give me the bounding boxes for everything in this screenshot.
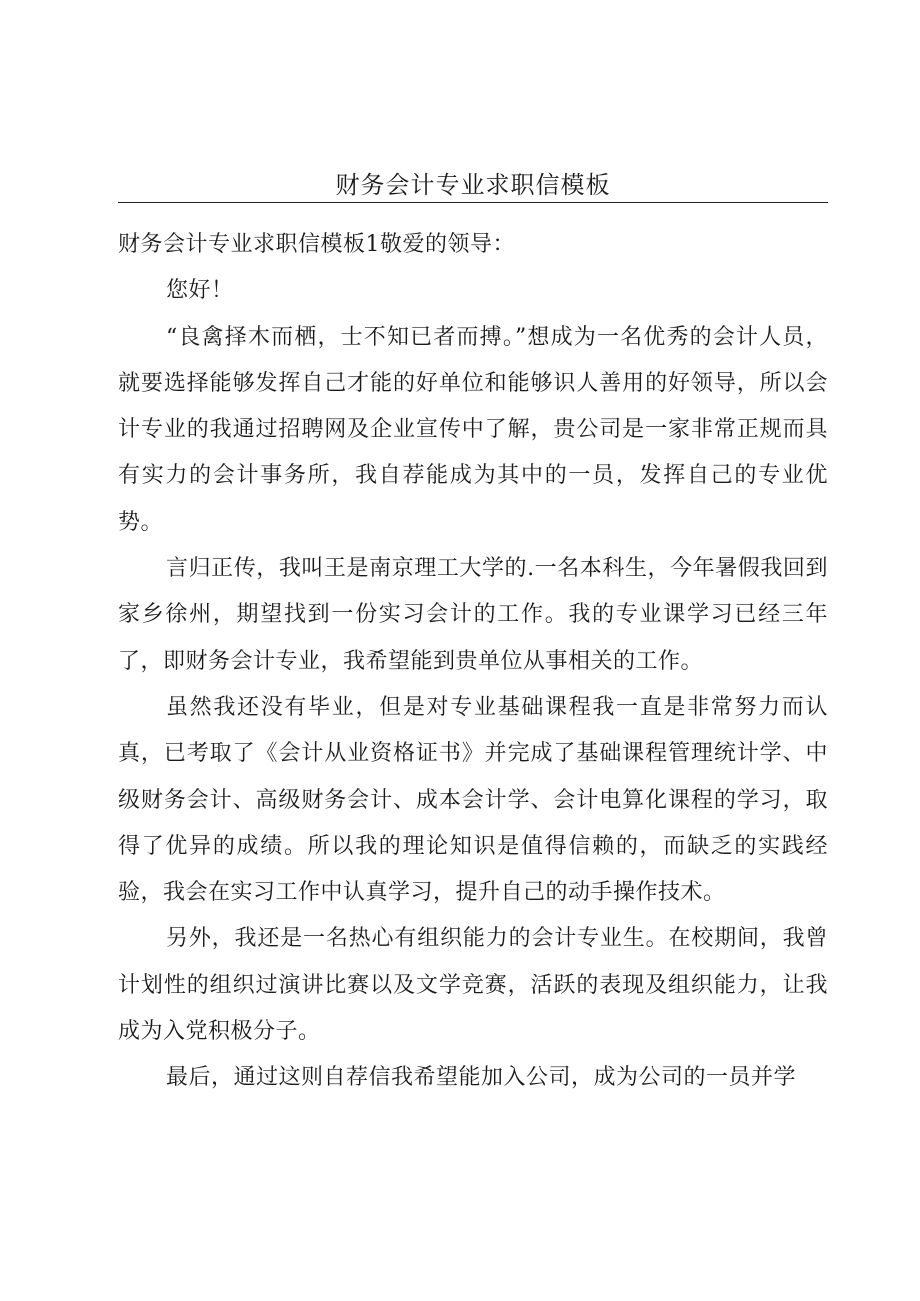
- title-underline: [118, 202, 828, 203]
- paragraph-studies: 虽然我还没有毕业，但是对专业基础课程我一直是非常努力而认真，已考取了《会计从业资格证书》并完成了基础课程管理统计学、中级财务会计、高级财务会计、成本会计学、会计电算化课程的学习，取得了优异的成绩。所以我的理论知识是值得信赖的，而缺乏的实践经验，我会在实习工作中认真学习，提升自己的动手操作技术。: [118, 694, 828, 906]
- paragraph-background: 言归正传，我叫王是南京理工大学的.一名本科生，今年暑假我回到家乡徐州，期望找到一份实习会计的工作。我的专业课学习已经三年了，即财务会计专业，我希望能到贵单位从事相关的工作。: [118, 556, 828, 674]
- document-title: 财务会计专业求职信模板: [335, 171, 611, 199]
- paragraph-activities: 另外，我还是一名热心有组织能力的会计专业生。在校期间，我曾计划性的组织过演讲比赛以及文学竞赛，活跃的表现及组织能力，让我成为入党积极分子。: [118, 926, 828, 1045]
- document-body: [118, 222, 828, 1102]
- paragraph-salutation: 财务会计专业求职信模板1敬爱的领导：: [118, 232, 515, 257]
- paragraph-intro: “良禽择木而栖，士不知已者而搏。”想成为一名优秀的会计人员，就要选择能够发挥自己才能的好单位和能够识人善用的好领导，所以会计专业的我通过招聘网及企业宣传中了解，贵公司是一家非常正规而具有实力的会计事务所，我自荐能成为其中的一员，发挥自己的专业优势。: [118, 324, 828, 535]
- paragraph-closing: 最后，通过这则自荐信我希望能加入公司，成为公司的一员并学: [166, 1065, 797, 1091]
- paragraph-greeting: 您好！: [166, 278, 234, 304]
